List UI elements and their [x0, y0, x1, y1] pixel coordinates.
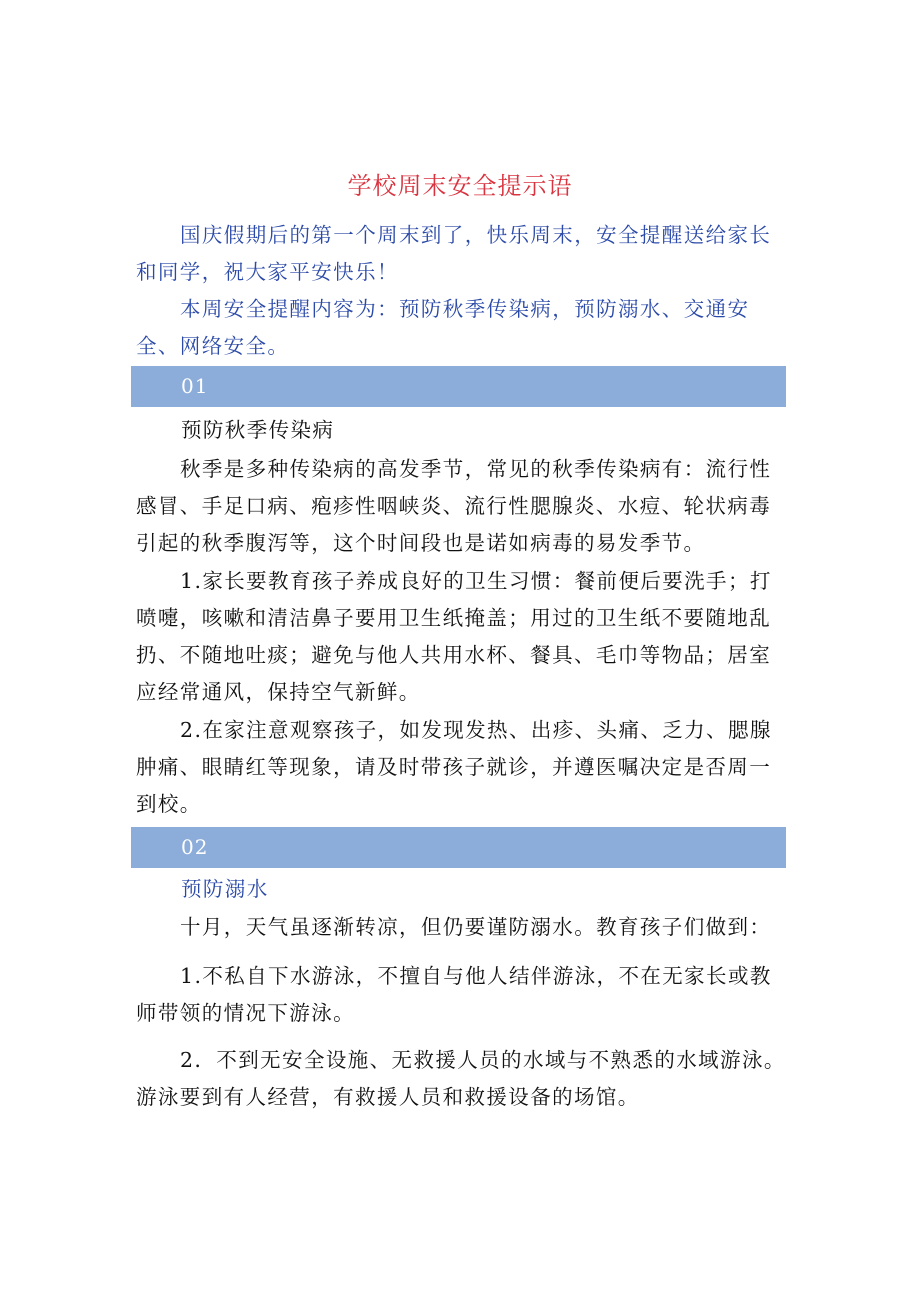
section-01-paragraph-2: 1.家长要教育孩子养成良好的卫生习惯：餐前便后要洗手；打喷嚏，咳嗽和清洁鼻子要用卫生纸掩盖；用过的卫生纸不要随地乱扔、不随地吐痰；避免与他人共用水杯、餐具、毛巾等物品；居室应经常通风，保持空气新鲜。: [136, 569, 772, 704]
section-bar-01: [131, 366, 786, 407]
section-bar-02: [131, 827, 786, 868]
document-title: 学校周末安全提示语: [347, 172, 573, 200]
intro-paragraph-2: 本周安全提醒内容为：预防秋季传染病，预防溺水、交通安全、网络安全。: [136, 297, 750, 358]
section-02-paragraph-1: 十月，天气虽逐渐转凉，但仍要谨防溺水。教育孩子们做到：: [180, 915, 772, 939]
section-number-02: 02: [181, 835, 209, 859]
intro-paragraph-1: 国庆假期后的第一个周末到了，快乐周末，安全提醒送给家长和同学，祝大家平安快乐！: [136, 223, 772, 284]
section-heading-01: 预防秋季传染病: [181, 418, 335, 442]
section-01-paragraph-3: 2.在家注意观察孩子，如发现发热、出疹、头痛、乏力、腮腺肿痛、眼睛红等现象，请及时带孩子就诊，并遵医嘱决定是否周一到校。: [136, 718, 772, 816]
section-02-paragraph-3: 2．不到无安全设施、无救援人员的水域与不熟悉的水域游泳。游泳要到有人经营，有救援人员和救援设备的场馆。: [136, 1048, 786, 1109]
section-number-01: 01: [181, 374, 209, 398]
section-02-paragraph-2: 1.不私自下水游泳，不擅自与他人结伴游泳，不在无家长或教师带领的情况下游泳。: [136, 964, 772, 1025]
section-01-paragraph-1: 秋季是多种传染病的高发季节，常见的秋季传染病有：流行性感冒、手足口病、疱疹性咽峡炎、流行性腮腺炎、水痘、轮状病毒引起的秋季腹泻等，这个时间段也是诺如病毒的易发季节。: [136, 457, 772, 555]
section-heading-02: 预防溺水: [181, 877, 269, 901]
